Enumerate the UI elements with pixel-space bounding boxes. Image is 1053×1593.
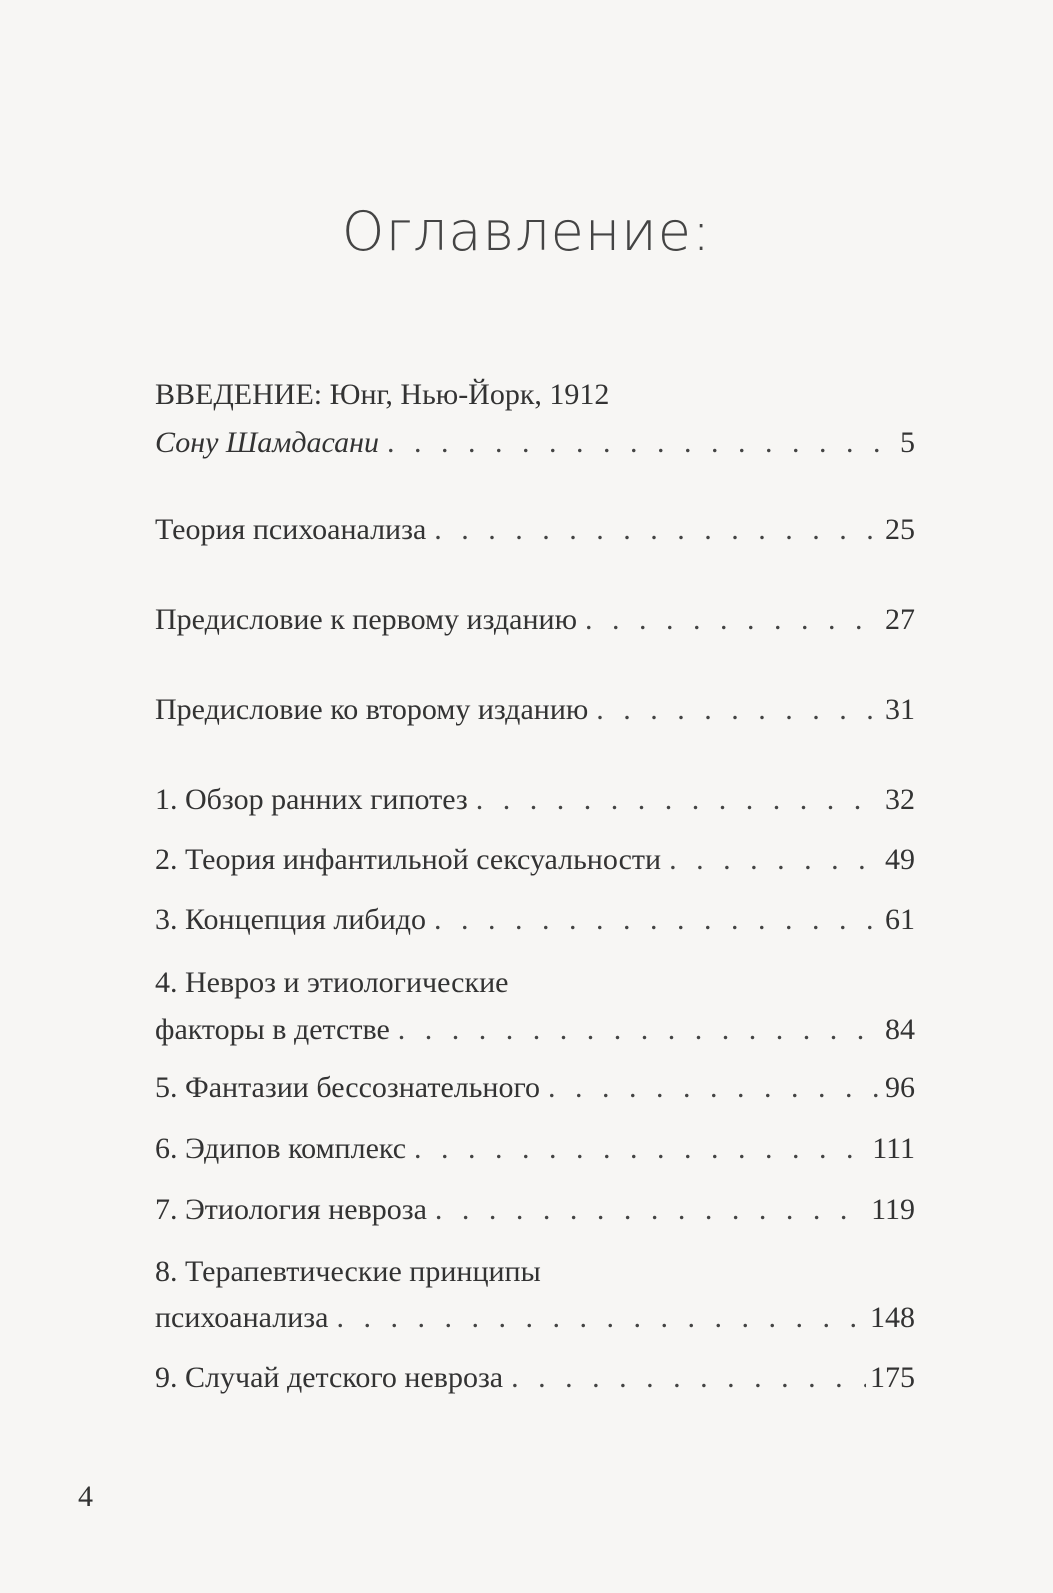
toc-entry-title: 4. Невроз и этиологические <box>155 966 509 999</box>
toc-entry-title: 8. Терапевтические принципы <box>155 1255 541 1288</box>
toc-chapter[interactable] <box>155 1010 915 1050</box>
toc-page-number: 111 <box>872 1132 915 1165</box>
leader-dots <box>398 1010 881 1050</box>
toc-entry-title: Предисловие к первому изданию <box>155 603 578 636</box>
toc-page-number: 25 <box>885 513 915 546</box>
leader-dots <box>414 1129 868 1169</box>
leader-dots <box>669 840 881 880</box>
toc-entry[interactable] <box>155 600 915 640</box>
leader-dots <box>585 600 881 640</box>
toc-page-number: 49 <box>885 843 915 876</box>
toc-entry[interactable] <box>155 690 915 730</box>
toc-entry-title: 7. Этиология невроза <box>155 1193 427 1226</box>
leader-dots <box>511 1358 866 1398</box>
toc-entry-title: 5. Фантазии бессознательного <box>155 1071 541 1104</box>
leader-dots <box>548 1068 881 1108</box>
toc-chapter[interactable] <box>155 840 915 880</box>
page-number: 4 <box>78 1480 93 1513</box>
toc-chapter-first-line <box>155 963 915 1003</box>
toc-entry[interactable] <box>155 510 915 550</box>
toc-page-number: 31 <box>885 693 915 726</box>
leader-dots <box>435 1190 867 1230</box>
leader-dots <box>434 510 881 550</box>
toc-entry-title: 2. Теория инфантильной сексуальности <box>155 843 662 876</box>
toc-entry-title: 6. Эдипов комплекс <box>155 1132 407 1165</box>
toc-page-number: 61 <box>885 903 915 936</box>
toc-chapter[interactable] <box>155 1358 915 1398</box>
toc-entry-title: 1. Обзор ранних гипотез <box>155 783 468 816</box>
toc-page-number: 119 <box>871 1193 915 1226</box>
toc-entry-title: ВВЕДЕНИЕ: Юнг, Нью-Йорк, 1912 <box>155 378 610 411</box>
leader-dots <box>387 423 896 463</box>
toc-entry-title: 9. Случай детского невроза <box>155 1361 504 1394</box>
toc-chapter[interactable] <box>155 780 915 820</box>
toc-chapter[interactable] <box>155 1190 915 1230</box>
toc-page-number: 5 <box>900 426 915 459</box>
toc-chapter-first-line <box>155 1252 915 1292</box>
toc-chapter[interactable] <box>155 1068 915 1108</box>
toc-chapter[interactable] <box>155 1129 915 1169</box>
toc-chapter[interactable] <box>155 900 915 940</box>
toc-page-number: 148 <box>870 1301 915 1334</box>
leader-dots <box>596 690 881 730</box>
toc-entry-title: психоанализа <box>155 1301 329 1334</box>
toc-entry-author: Сону Шамдасани <box>155 426 379 459</box>
leader-dots <box>476 780 881 820</box>
toc-entry-title: Теория психоанализа <box>155 513 427 546</box>
toc-chapter[interactable] <box>155 1298 915 1338</box>
toc-entry-intro[interactable] <box>155 423 915 463</box>
toc-entry-title: Предисловие ко второму изданию <box>155 693 589 726</box>
toc-page-number: 96 <box>885 1071 915 1104</box>
toc-entry-title: 3. Концепция либидо <box>155 903 427 936</box>
toc-intro-heading <box>155 375 915 415</box>
leader-dots <box>336 1298 866 1338</box>
page-title: Оглавление: <box>341 200 712 263</box>
toc-page-number: 32 <box>885 783 915 816</box>
leader-dots <box>434 900 881 940</box>
toc-entry-title: факторы в детстве <box>155 1013 390 1046</box>
toc-page-number: 175 <box>870 1361 915 1394</box>
toc-page-number: 27 <box>885 603 915 636</box>
toc-page-number: 84 <box>885 1013 915 1046</box>
